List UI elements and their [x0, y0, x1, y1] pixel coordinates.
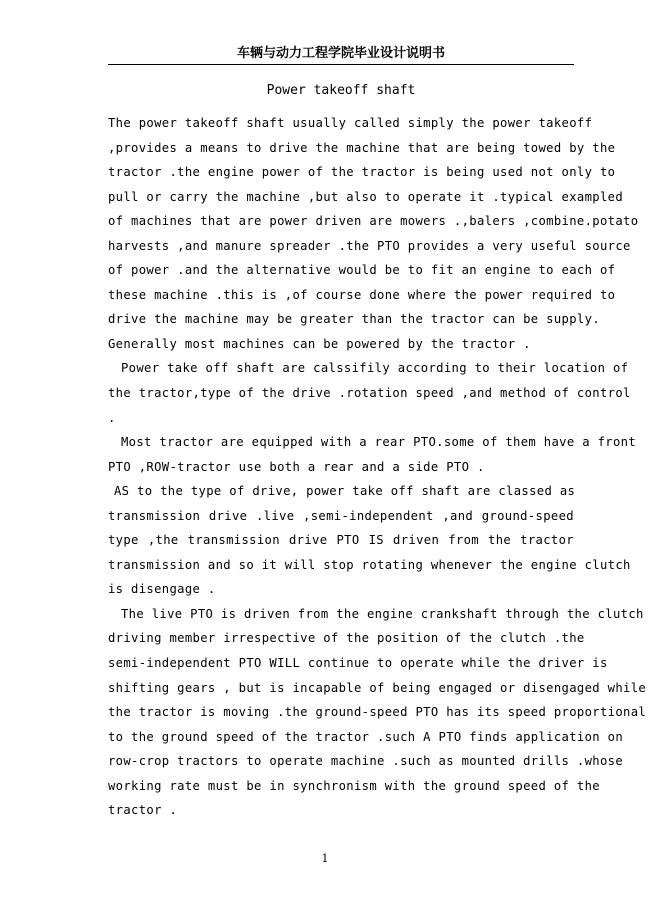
- body-line: .: [108, 410, 116, 425]
- body-line: these machine .this is ,of course done where the power required to: [108, 287, 616, 302]
- body-line: Most tractor are equipped with a rear PTO.some of them have a front: [121, 435, 637, 450]
- body-line: harvests ,and manure spreader .the PTO provides a very useful source: [108, 238, 631, 253]
- body-line: drive the machine may be greater than the tractor can be supply.: [108, 312, 600, 327]
- page-number: 1: [321, 852, 329, 865]
- document-body: [108, 111, 647, 823]
- body-line: transmission and so it will stop rotating whenever the engine clutch: [108, 557, 631, 572]
- body-line: semi-independent PTO WILL continue to operate while the driver is: [108, 656, 608, 671]
- body-line: type ,the transmission drive PTO IS driven from the tractor: [108, 533, 574, 548]
- body-line: ,provides a means to drive the machine that are being towed by the: [108, 140, 616, 155]
- body-line: of power .and the alternative would be to fit an engine to each of: [108, 263, 616, 278]
- body-line: pull or carry the machine ,but also to operate it .typical exampled: [108, 189, 624, 204]
- body-line: tractor .the engine power of the tractor is being used not only to: [108, 165, 616, 180]
- body-line: row-crop tractors to operate machine .such as mounted drills .whose: [108, 754, 624, 769]
- body-line: Generally most machines can be powered by the tractor .: [108, 336, 531, 351]
- page-header-title: 车辆与动力工程学院毕业设计说明书: [236, 46, 445, 61]
- body-line: working rate must be in synchronism with the ground speed of the: [108, 778, 600, 793]
- body-line: the tractor is moving .the ground-speed PTO has its speed proportional: [108, 705, 647, 720]
- body-line: of machines that are power driven are mowers .,balers ,combine.potato: [108, 214, 639, 229]
- body-line: The power takeoff shaft usually called simply the power takeoff: [108, 116, 593, 130]
- body-line: to the ground speed of the tractor .such A PTO finds application on: [108, 729, 624, 744]
- body-line: is disengage .: [108, 582, 216, 597]
- body-line: the tractor,type of the drive .rotation speed ,and method of control: [108, 386, 631, 401]
- body-line: The live PTO is driven from the engine crankshaft through the clutch: [121, 606, 644, 621]
- body-line: driving member irrespective of the position of the clutch .the: [108, 631, 585, 646]
- document-title: Power takeoff shaft: [266, 83, 416, 98]
- body-line: transmission drive .live ,semi-independent ,and ground-speed: [108, 508, 574, 523]
- header-divider: [108, 64, 574, 65]
- body-line: AS to the type of drive, power take off shaft are classed as: [114, 484, 576, 499]
- body-line: shifting gears , but is incapable of being engaged or disengaged while: [108, 680, 647, 695]
- body-line: PTO ,ROW-tractor use both a rear and a side PTO .: [108, 459, 485, 474]
- body-line: tractor .: [108, 803, 178, 818]
- body-line: Power take off shaft are calssifily according to their location of: [121, 361, 629, 376]
